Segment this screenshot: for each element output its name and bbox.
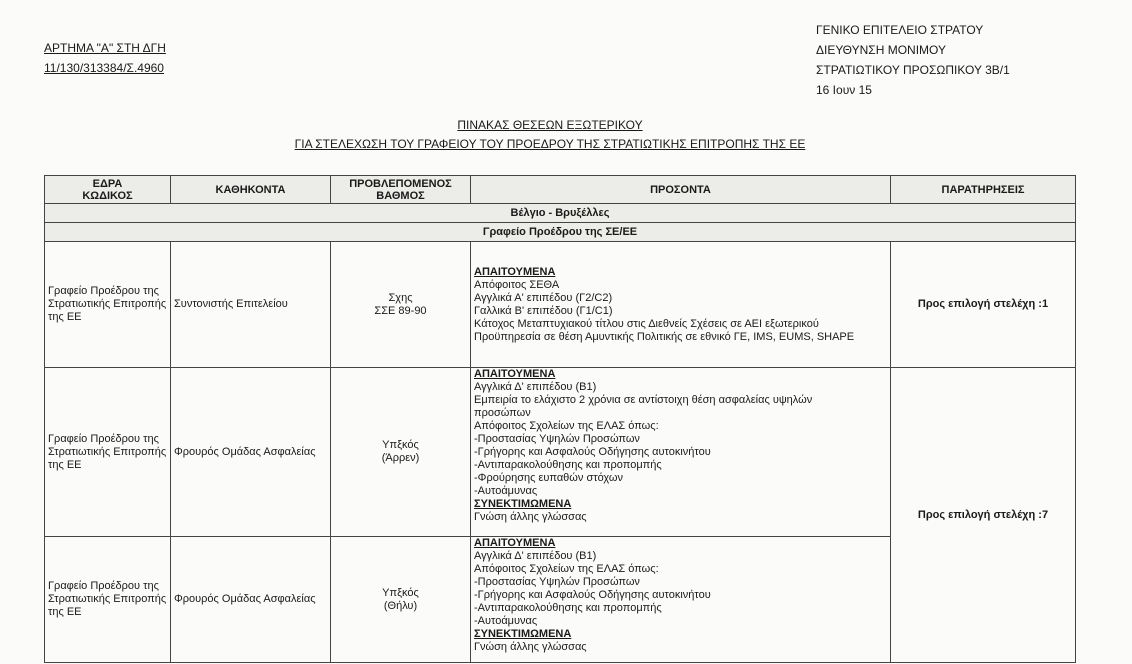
rank-cell <box>331 242 471 368</box>
col-seat-line2: ΚΩΔΙΚΟΣ <box>82 189 133 202</box>
requirement: Κάτοχος Μεταπτυχιακού τίτλου στις Διεθνείς Σχέσεις σε ΑΕΙ εξωτερικού <box>474 317 819 330</box>
requirement: Προϋπηρεσία σε θέση Αμυντικής Πολιτικής σε εθνικό ΓΕ, IMS, EUMS, SHAPE <box>474 330 855 343</box>
reference-number: 11/130/313384/Σ.4960 <box>44 61 164 75</box>
issuer-line-2: ΔΙΕΥΘΥΝΣΗ ΜΟΝΙΜΟΥ <box>816 43 946 57</box>
qualifications-cell <box>471 368 891 537</box>
requirement: -Προστασίας Υψηλών Προσώπων <box>474 433 640 445</box>
col-duties: ΚΑΘΗΚΟΝΤΑ <box>171 176 331 204</box>
requirement: -Γρήγορης και Ασφαλούς Οδήγησης αυτοκινήτου <box>474 589 711 601</box>
col-seat-line1: ΕΔΡΑ <box>92 177 123 190</box>
requirement: Απόφοιτος ΣΕΘΑ <box>474 278 560 291</box>
required-heading: ΑΠΑΙΤΟΥΜΕΝΑ <box>474 368 556 380</box>
requirement: -Φρούρησης ευπαθών στόχων <box>474 472 623 484</box>
requirement: -Προστασίας Υψηλών Προσώπων <box>474 576 640 588</box>
rank-cell <box>331 537 471 663</box>
rank-line2: ΣΣΕ 89-90 <box>374 304 427 317</box>
requirement: Αγγλικά Δ' επιπέδου (Β1) <box>474 550 597 562</box>
requirement: -Αντιπαρακολούθησης και προπομπής <box>474 602 662 614</box>
col-rank <box>331 176 471 204</box>
rank-line1: Υπξκός <box>382 586 419 599</box>
title-line-1: ΠΙΝΑΚΑΣ ΘΕΣΕΩΝ ΕΞΩΤΕΡΙΚΟΥ <box>457 118 643 132</box>
title-line-2: ΓΙΑ ΣΤΕΛΕΧΩΣΗ ΤΟΥ ΓΡΑΦΕΙΟΥ ΤΟΥ ΠΡΟΕΔΡΟΥ ΤΗΣ ΣΤΡΑΤΙΩΤΙΚΗΣ ΕΠΙΤΡΟΠΗΣ ΤΗΣ ΕΕ <box>294 137 806 151</box>
rank-line1: Σχης <box>388 291 413 304</box>
document-date: 16 Ιουν 15 <box>816 83 872 97</box>
rank-line1: Υπξκός <box>382 439 419 451</box>
requirement: -Γρήγορης και Ασφαλούς Οδήγησης αυτοκινήτου <box>474 446 711 458</box>
requirement: Αγγλικά Α' επιπέδου (Γ2/C2) <box>474 291 613 304</box>
duties-cell: Φρουρός Ομάδας Ασφαλείας <box>171 368 331 537</box>
table-row <box>45 242 1076 368</box>
requirement: Εμπειρία το ελάχιστο 2 χρόνια σε αντίστοιχη θέση ασφαλείας υψηλών <box>474 394 813 406</box>
issuer-line-3: ΣΤΡΑΤΙΩΤΙΚΟΥ ΠΡΟΣΩΠΙΚΟΥ 3Β/1 <box>816 63 1010 77</box>
seat-cell: Γραφείο Προέδρου της Στρατιωτικής Επιτροπής της ΕΕ <box>45 242 171 368</box>
requirement: Απόφοιτος Σχολείων της ΕΛΑΣ όπως: <box>474 420 659 432</box>
requirement: -Αντιπαρακολούθησης και προπομπής <box>474 459 662 471</box>
col-seat <box>45 176 171 204</box>
table-header-row <box>45 176 1076 204</box>
rank-line2: (Θήλυ) <box>383 599 418 612</box>
remarks-cell: Προς επιλογή στελέχη :1 <box>891 242 1076 368</box>
seat-cell: Γραφείο Προέδρου της Στρατιωτικής Επιτροπής της ΕΕ <box>45 537 171 663</box>
qualifications-cell <box>471 537 891 663</box>
issuer-block <box>816 20 1010 100</box>
col-rank-line2: ΒΑΘΜΟΣ <box>376 189 425 202</box>
table-row <box>45 368 1076 537</box>
duties-cell: Φρουρός Ομάδας Ασφαλείας <box>171 537 331 663</box>
desired-item: Γνώση άλλης γλώσσας <box>474 641 587 653</box>
requirement: Γαλλικά Β' επιπέδου (Γ1/C1) <box>474 304 613 317</box>
office-row: Γραφείο Προέδρου της ΣΕ/ΕΕ <box>45 223 1076 242</box>
requirement: -Αυτοάμυνας <box>474 615 538 627</box>
rank-line2: (Άρρεν) <box>381 452 420 464</box>
issuer-line-1: ΓΕΝΙΚΟ ΕΠΙΤΕΛΕΙΟ ΣΤΡΑΤΟΥ <box>816 23 984 37</box>
qualifications-cell <box>471 242 891 368</box>
duties-cell: Συντονιστής Επιτελείου <box>171 242 331 368</box>
desired-heading: ΣΥΝΕΚΤΙΜΩΜΕΝΑ <box>474 498 572 510</box>
col-rank-line1: ΠΡΟΒΛΕΠΟΜΕΝΟΣ <box>349 177 452 190</box>
desired-item: Γνώση άλλης γλώσσας <box>474 511 587 523</box>
annex-label: ΑΡΤΗΜΑ "Α" ΣΤΗ ΔΓΗ <box>44 41 166 55</box>
col-qualifications: ΠΡΟΣΟΝΤΑ <box>471 176 891 204</box>
required-heading: ΑΠΑΙΤΟΥΜΕΝΑ <box>474 537 556 549</box>
col-remarks: ΠΑΡΑΤΗΡΗΣΕΙΣ <box>891 176 1076 204</box>
requirement: προσώπων <box>474 407 531 419</box>
rank-cell <box>331 368 471 537</box>
desired-heading: ΣΥΝΕΚΤΙΜΩΜΕΝΑ <box>474 628 572 640</box>
requirement: Αγγλικά Δ' επιπέδου (Β1) <box>474 381 597 393</box>
remarks-cell: Προς επιλογή στελέχη :7 <box>891 368 1076 663</box>
location-row: Βέλγιο - Βρυξέλλες <box>45 204 1076 223</box>
requirement: Απόφοιτος Σχολείων της ΕΛΑΣ όπως: <box>474 563 659 575</box>
required-heading: ΑΠΑΙΤΟΥΜΕΝΑ <box>474 265 556 278</box>
seat-cell: Γραφείο Προέδρου της Στρατιωτικής Επιτροπής της ΕΕ <box>45 368 171 537</box>
requirement: -Αυτοάμυνας <box>474 485 538 497</box>
positions-table <box>44 175 1076 663</box>
